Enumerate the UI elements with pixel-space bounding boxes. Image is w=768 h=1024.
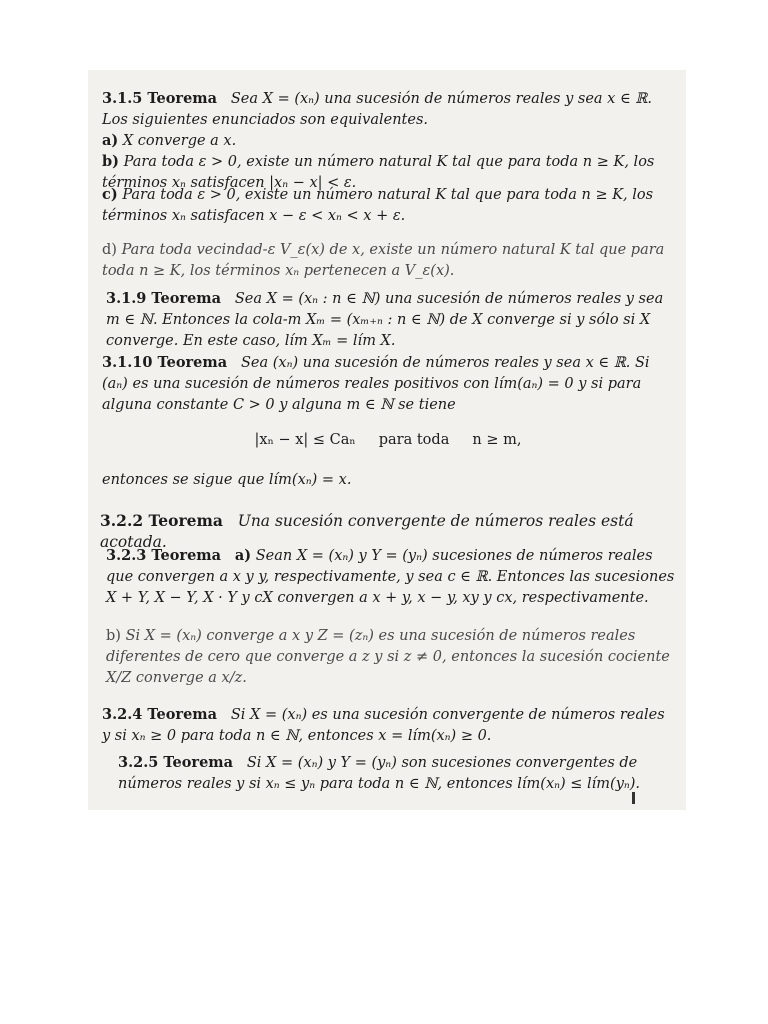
inequality-formula: |xₙ − x| ≤ Caₙ para toda n ≥ m, [254, 432, 522, 448]
theorem-heading: 3.1.10 Teorema [102, 354, 228, 371]
item-text: Para toda vecindad-ε V_ε(x) de x, existe un número natural K tal que para toda n ≥ K, los términos xₙ pertenecen a V_ε(x). [102, 242, 665, 279]
item-text: Si X = (xₙ) converge a x y Z = (zₙ) es una sucesión de números reales diferentes de cero que converge a z y si z ≠ 0, entonces la sucesión cociente X/Z converge a x/z. [106, 628, 670, 686]
item-text: Para toda ε > 0, existe un número natural K tal que para toda n ≥ K, los términos xₙ satisfacen |xₙ − x| < ε. [102, 154, 655, 191]
item-text: X converge a x. [122, 133, 237, 149]
theorem-heading: 3.2.2 Teorema [100, 511, 223, 530]
theorem-heading: 3.2.5 Teorema [118, 754, 234, 771]
theorem-text: Sea X = (xₙ : n ∈ ℕ) una sucesión de números reales y sea m ∈ ℕ. Entonces la cola-m Xₘ = (xₘ₊ₙ : n ∈ ℕ) de X converge si y sólo si X converge. En este caso, lím Xₘ = lím X. [106, 291, 664, 349]
theorem-text: Una sucesión convergente de números reales está acotada. [100, 512, 634, 551]
conclusion-text: entonces se sigue que lím(xₙ) = x. [102, 472, 352, 488]
theorem-heading: 3.2.4 Teorema [102, 706, 218, 723]
theorem-text: Sea (xₙ) una sucesión de números reales y sea x ∈ ℝ. Si (aₙ) es una sucesión de números reales positivos con lím(aₙ) = 0 y si para alguna constante C > 0 y alguna m ∈ ℕ se tiene [102, 355, 650, 413]
scan-mark [632, 792, 635, 804]
theorem-heading: 3.2.3 Teorema [106, 547, 222, 564]
theorem-3-2-5 [118, 752, 674, 795]
item-text: Sean X = (xₙ) y Y = (yₙ) sucesiones de números reales que convergen a x y y, respectivamente, y sea c ∈ ℝ. Entonces las sucesiones X + Y, X − Y, X · Y y cX convergen a x + y, x − y, xy y cx, respectivamente. [106, 548, 675, 606]
theorem-3-2-3-b [106, 626, 678, 689]
item-label: b) [102, 153, 119, 170]
theorem-heading: 3.1.9 Teorema [106, 290, 222, 307]
theorem-text: Si X = (xₙ) es una sucesión convergente de números reales y si xₙ ≥ 0 para toda n ∈ ℕ, entonces x = lím(xₙ) ≥ 0. [102, 707, 665, 744]
theorem-text: Si X = (xₙ) y Y = (yₙ) son sucesiones convergentes de números reales y si xₙ ≤ yₙ para toda n ∈ ℕ, entonces lím(xₙ) ≤ lím(yₙ). [118, 755, 641, 792]
theorem-3-1-5 [102, 88, 674, 131]
theorem-heading: 3.1.5 Teorema [102, 90, 218, 107]
theorem-3-2-4 [102, 704, 674, 747]
theorem-3-1-5-item-d [102, 240, 674, 282]
theorem-3-2-3-a [106, 545, 678, 609]
theorem-3-1-5-item-a [102, 130, 674, 152]
item-label: a) [102, 132, 119, 149]
theorem-intro: Sea X = (xₙ) una sucesión de números reales y sea x ∈ ℝ. Los siguientes enunciados son equivalentes. [102, 91, 652, 128]
theorem-3-1-10 [102, 352, 674, 416]
theorem-3-1-9 [106, 288, 678, 352]
item-text: Para toda ε > 0, existe un número natural K tal que para toda n ≥ K, los términos xₙ satisfacen x − ε < xₙ < x + ε. [102, 187, 654, 224]
item-label: a) [234, 547, 252, 564]
theorem-3-1-5-item-c [102, 184, 674, 227]
theorem-3-1-10-conclusion [102, 470, 674, 491]
item-label: d) [102, 242, 117, 258]
item-label: b) [106, 628, 121, 644]
item-label: c) [102, 186, 118, 203]
